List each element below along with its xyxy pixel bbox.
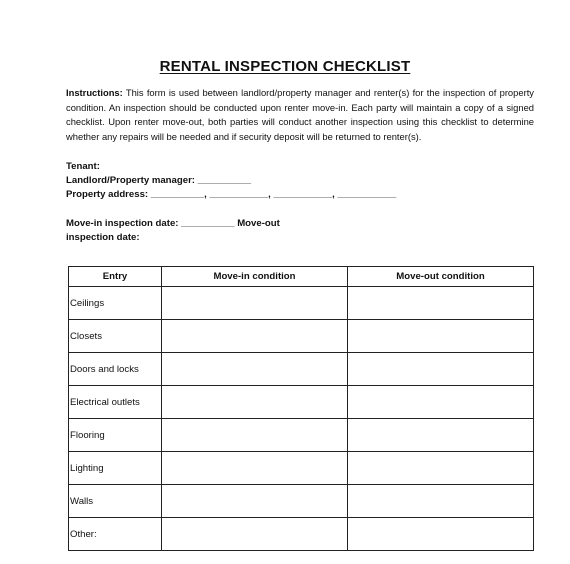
page-title: [0, 58, 570, 75]
landlord-label: Landlord/Property manager:: [66, 175, 196, 186]
header-entry: Entry: [69, 267, 162, 287]
instructions-paragraph: [66, 86, 534, 144]
entry-cell: Flooring: [69, 419, 162, 452]
move-out-cell[interactable]: [348, 485, 534, 518]
entry-cell: Electrical outlets: [69, 386, 162, 419]
movein-date-blank[interactable]: __________: [181, 218, 235, 229]
move-out-cell[interactable]: [348, 287, 534, 320]
move-out-cell[interactable]: [348, 386, 534, 419]
move-out-cell[interactable]: [348, 518, 534, 551]
moveout-date-label: Move-out: [237, 218, 280, 229]
move-out-cell[interactable]: [348, 419, 534, 452]
header-move-in: Move-in condition: [162, 267, 348, 287]
move-out-cell[interactable]: [348, 353, 534, 386]
table-row: [69, 485, 534, 518]
table-row: [69, 419, 534, 452]
movein-date-label: Move-in inspection date:: [66, 218, 179, 229]
entry-cell: Walls: [69, 485, 162, 518]
moveout-date-field: [66, 231, 140, 245]
move-out-cell[interactable]: [348, 320, 534, 353]
entry-cell: Closets: [69, 320, 162, 353]
move-in-cell[interactable]: [162, 452, 348, 485]
tenant-field: [66, 160, 100, 174]
move-in-cell[interactable]: [162, 287, 348, 320]
move-in-cell[interactable]: [162, 353, 348, 386]
movein-date-field: [66, 217, 280, 231]
header-move-out: Move-out condition: [348, 267, 534, 287]
entry-cell: Doors and locks: [69, 353, 162, 386]
entry-cell: Ceilings: [69, 287, 162, 320]
instructions-label: Instructions:: [66, 87, 123, 98]
inspection-table: [68, 266, 534, 551]
table-row: [69, 518, 534, 551]
move-in-cell[interactable]: [162, 485, 348, 518]
address-label: Property address:: [66, 189, 149, 200]
address-blank[interactable]: __________, ___________, ___________, ___________: [150, 189, 397, 200]
move-out-cell[interactable]: [348, 452, 534, 485]
table-row: [69, 386, 534, 419]
entry-cell: Lighting: [69, 452, 162, 485]
table-row: [69, 287, 534, 320]
table-row: [69, 353, 534, 386]
landlord-field: [66, 174, 251, 188]
address-field: [66, 188, 396, 202]
move-in-cell[interactable]: [162, 518, 348, 551]
table-row: [69, 320, 534, 353]
entry-cell: Other:: [69, 518, 162, 551]
move-in-cell[interactable]: [162, 386, 348, 419]
landlord-blank[interactable]: __________: [197, 175, 252, 186]
table-row: [69, 452, 534, 485]
instructions-text: This form is used between landlord/property manager and renter(s) for the inspection of property condition. An inspection should be conducted upon renter move-in. Each party will maintain a copy of a signed checklist. Upon renter move-out, both parties will conduct another inspection using this checklist to determine whether any repairs will be needed and if security deposit will be returned to renter(s).: [66, 87, 534, 142]
table-header-row: [69, 267, 534, 287]
tenant-label: Tenant:: [66, 161, 100, 172]
moveout-date-label-cont: inspection date:: [66, 232, 140, 243]
title-text: RENTAL INSPECTION CHECKLIST: [159, 58, 411, 75]
move-in-cell[interactable]: [162, 320, 348, 353]
move-in-cell[interactable]: [162, 419, 348, 452]
